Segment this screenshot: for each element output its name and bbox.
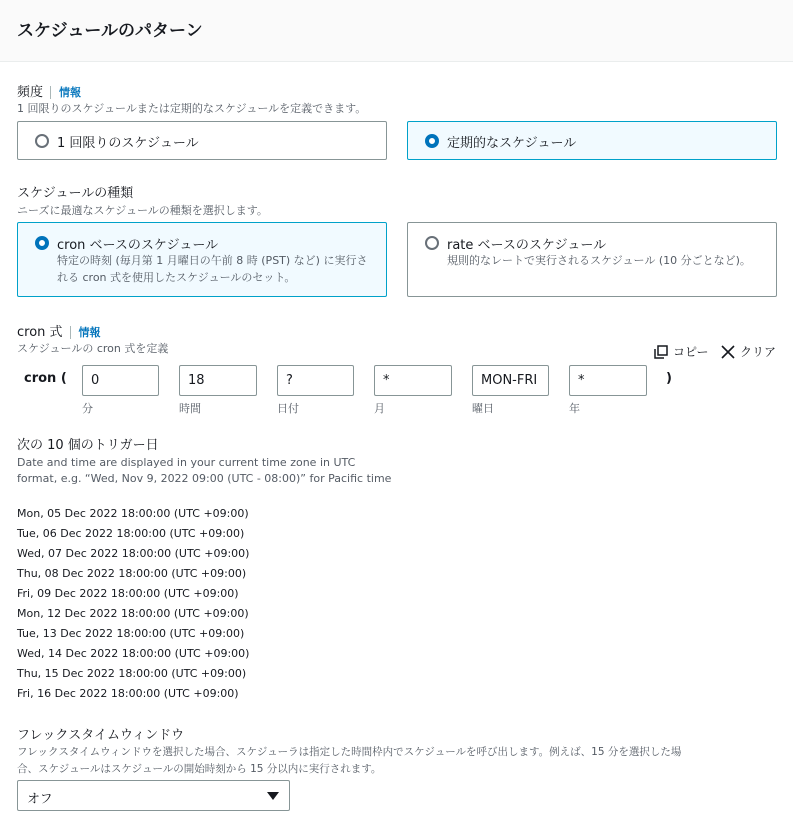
frequency-description: 1 回限りのスケジュールまたは定期的なスケジュールを定義できます。 — [17, 102, 367, 115]
trigger-date-item: Thu, 08 Dec 2022 18:00:00 (UTC +09:00) — [17, 567, 247, 580]
trigger-date-item: Mon, 12 Dec 2022 18:00:00 (UTC +09:00) — [17, 607, 249, 620]
radio-button-icon[interactable] — [35, 134, 49, 148]
schedule-type-option-rate-description: 規則的なレートで実行されるスケジュール (10 分ごとなど)。 — [447, 254, 751, 267]
caret-down-icon — [267, 792, 279, 800]
cron-open-label: cron ( — [24, 371, 67, 386]
frequency-option-one-time-label: 1 回限りのスケジュール — [57, 136, 199, 151]
schedule-type-option-cron-label: cron ベースのスケジュール — [57, 238, 219, 253]
trigger-dates-note-line1: Date and time are displayed in your current time zone in UTC — [17, 456, 356, 469]
copy-icon — [654, 345, 668, 359]
cron-info-link[interactable]: 情報 — [70, 326, 101, 339]
trigger-date-item: Tue, 06 Dec 2022 18:00:00 (UTC +09:00) — [17, 527, 245, 540]
cron-close-label: ) — [666, 371, 672, 386]
schedule-type-option-rate-label: rate ベースのスケジュール — [447, 238, 607, 253]
cron-description: スケジュールの cron 式を定義 — [17, 342, 169, 355]
trigger-date-item: Wed, 07 Dec 2022 18:00:00 (UTC +09:00) — [17, 547, 250, 560]
trigger-dates-title: 次の 10 個のトリガー日 — [17, 438, 159, 453]
flex-window-description-line2: 合、スケジュールはスケジュールの開始時刻から 15 分以内に実行されます。 — [17, 763, 382, 775]
cron-month-label: 月 — [374, 402, 385, 415]
flex-window-select[interactable] — [17, 780, 290, 811]
schedule-type-label: スケジュールの種類 — [17, 186, 134, 201]
frequency-label-row — [17, 81, 81, 100]
trigger-date-item: Fri, 09 Dec 2022 18:00:00 (UTC +09:00) — [17, 587, 239, 600]
cron-label-row — [17, 321, 101, 340]
frequency-option-recurring[interactable] — [407, 121, 777, 160]
trigger-date-item: Tue, 13 Dec 2022 18:00:00 (UTC +09:00) — [17, 627, 245, 640]
page-header — [0, 0, 793, 62]
flex-window-select-value: オフ — [27, 792, 53, 807]
schedule-type-option-rate[interactable] — [407, 222, 777, 297]
cron-hours-input[interactable]: 18 — [179, 365, 257, 396]
schedule-type-option-cron-description: 特定の時刻 (毎月第 1 月曜日の午前 8 時 (PST) など) に実行される cron 式を使用したスケジュールのセット。 — [57, 254, 368, 284]
flex-window-label: フレックスタイムウィンドウ — [17, 728, 185, 743]
trigger-date-item: Wed, 14 Dec 2022 18:00:00 (UTC +09:00) — [17, 647, 250, 660]
copy-button-label: コピー — [673, 345, 709, 359]
cron-minutes-label: 分 — [82, 402, 93, 415]
flex-window-description-line1: フレックスタイムウィンドウを選択した場合、スケジューラは指定した時間枠内でスケジュールを呼び出します。例えば、15 分を選択した場 — [17, 746, 682, 758]
frequency-option-one-time[interactable] — [17, 121, 387, 160]
schedule-type-option-cron[interactable] — [17, 222, 387, 297]
frequency-label: 頻度 — [17, 85, 44, 100]
trigger-dates-list — [17, 504, 249, 704]
cron-label: cron 式 — [17, 325, 63, 340]
cron-year-label: 年 — [569, 402, 580, 415]
close-icon — [721, 345, 735, 359]
cron-month-input[interactable]: * — [374, 365, 452, 396]
trigger-date-item: Thu, 15 Dec 2022 18:00:00 (UTC +09:00) — [17, 667, 247, 680]
cron-minutes-input[interactable]: 0 — [82, 365, 159, 396]
cron-hours-label: 時間 — [179, 402, 201, 415]
copy-button[interactable] — [654, 343, 709, 360]
radio-button-selected-icon[interactable] — [425, 134, 439, 148]
cron-day-of-week-input[interactable]: MON-FRI — [472, 365, 549, 396]
page-title: スケジュールのパターン — [17, 21, 203, 41]
radio-button-icon[interactable] — [425, 236, 439, 250]
cron-day-of-week-label: 曜日 — [472, 402, 494, 415]
cron-day-of-month-input[interactable]: ? — [277, 365, 354, 396]
schedule-type-description: ニーズに最適なスケジュールの種類を選択します。 — [17, 204, 268, 217]
radio-button-selected-icon[interactable] — [35, 236, 49, 250]
frequency-option-recurring-label: 定期的なスケジュール — [447, 136, 577, 151]
trigger-date-item: Mon, 05 Dec 2022 18:00:00 (UTC +09:00) — [17, 507, 249, 520]
cron-year-input[interactable]: * — [569, 365, 647, 396]
cron-day-of-month-label: 日付 — [277, 402, 299, 415]
clear-button[interactable] — [721, 343, 776, 360]
trigger-dates-note-line2: format, e.g. “Wed, Nov 9, 2022 09:00 (UTC - 08:00)” for Pacific time — [17, 472, 392, 485]
clear-button-label: クリア — [740, 345, 777, 359]
frequency-info-link[interactable]: 情報 — [50, 86, 81, 99]
trigger-date-item: Fri, 16 Dec 2022 18:00:00 (UTC +09:00) — [17, 687, 239, 700]
